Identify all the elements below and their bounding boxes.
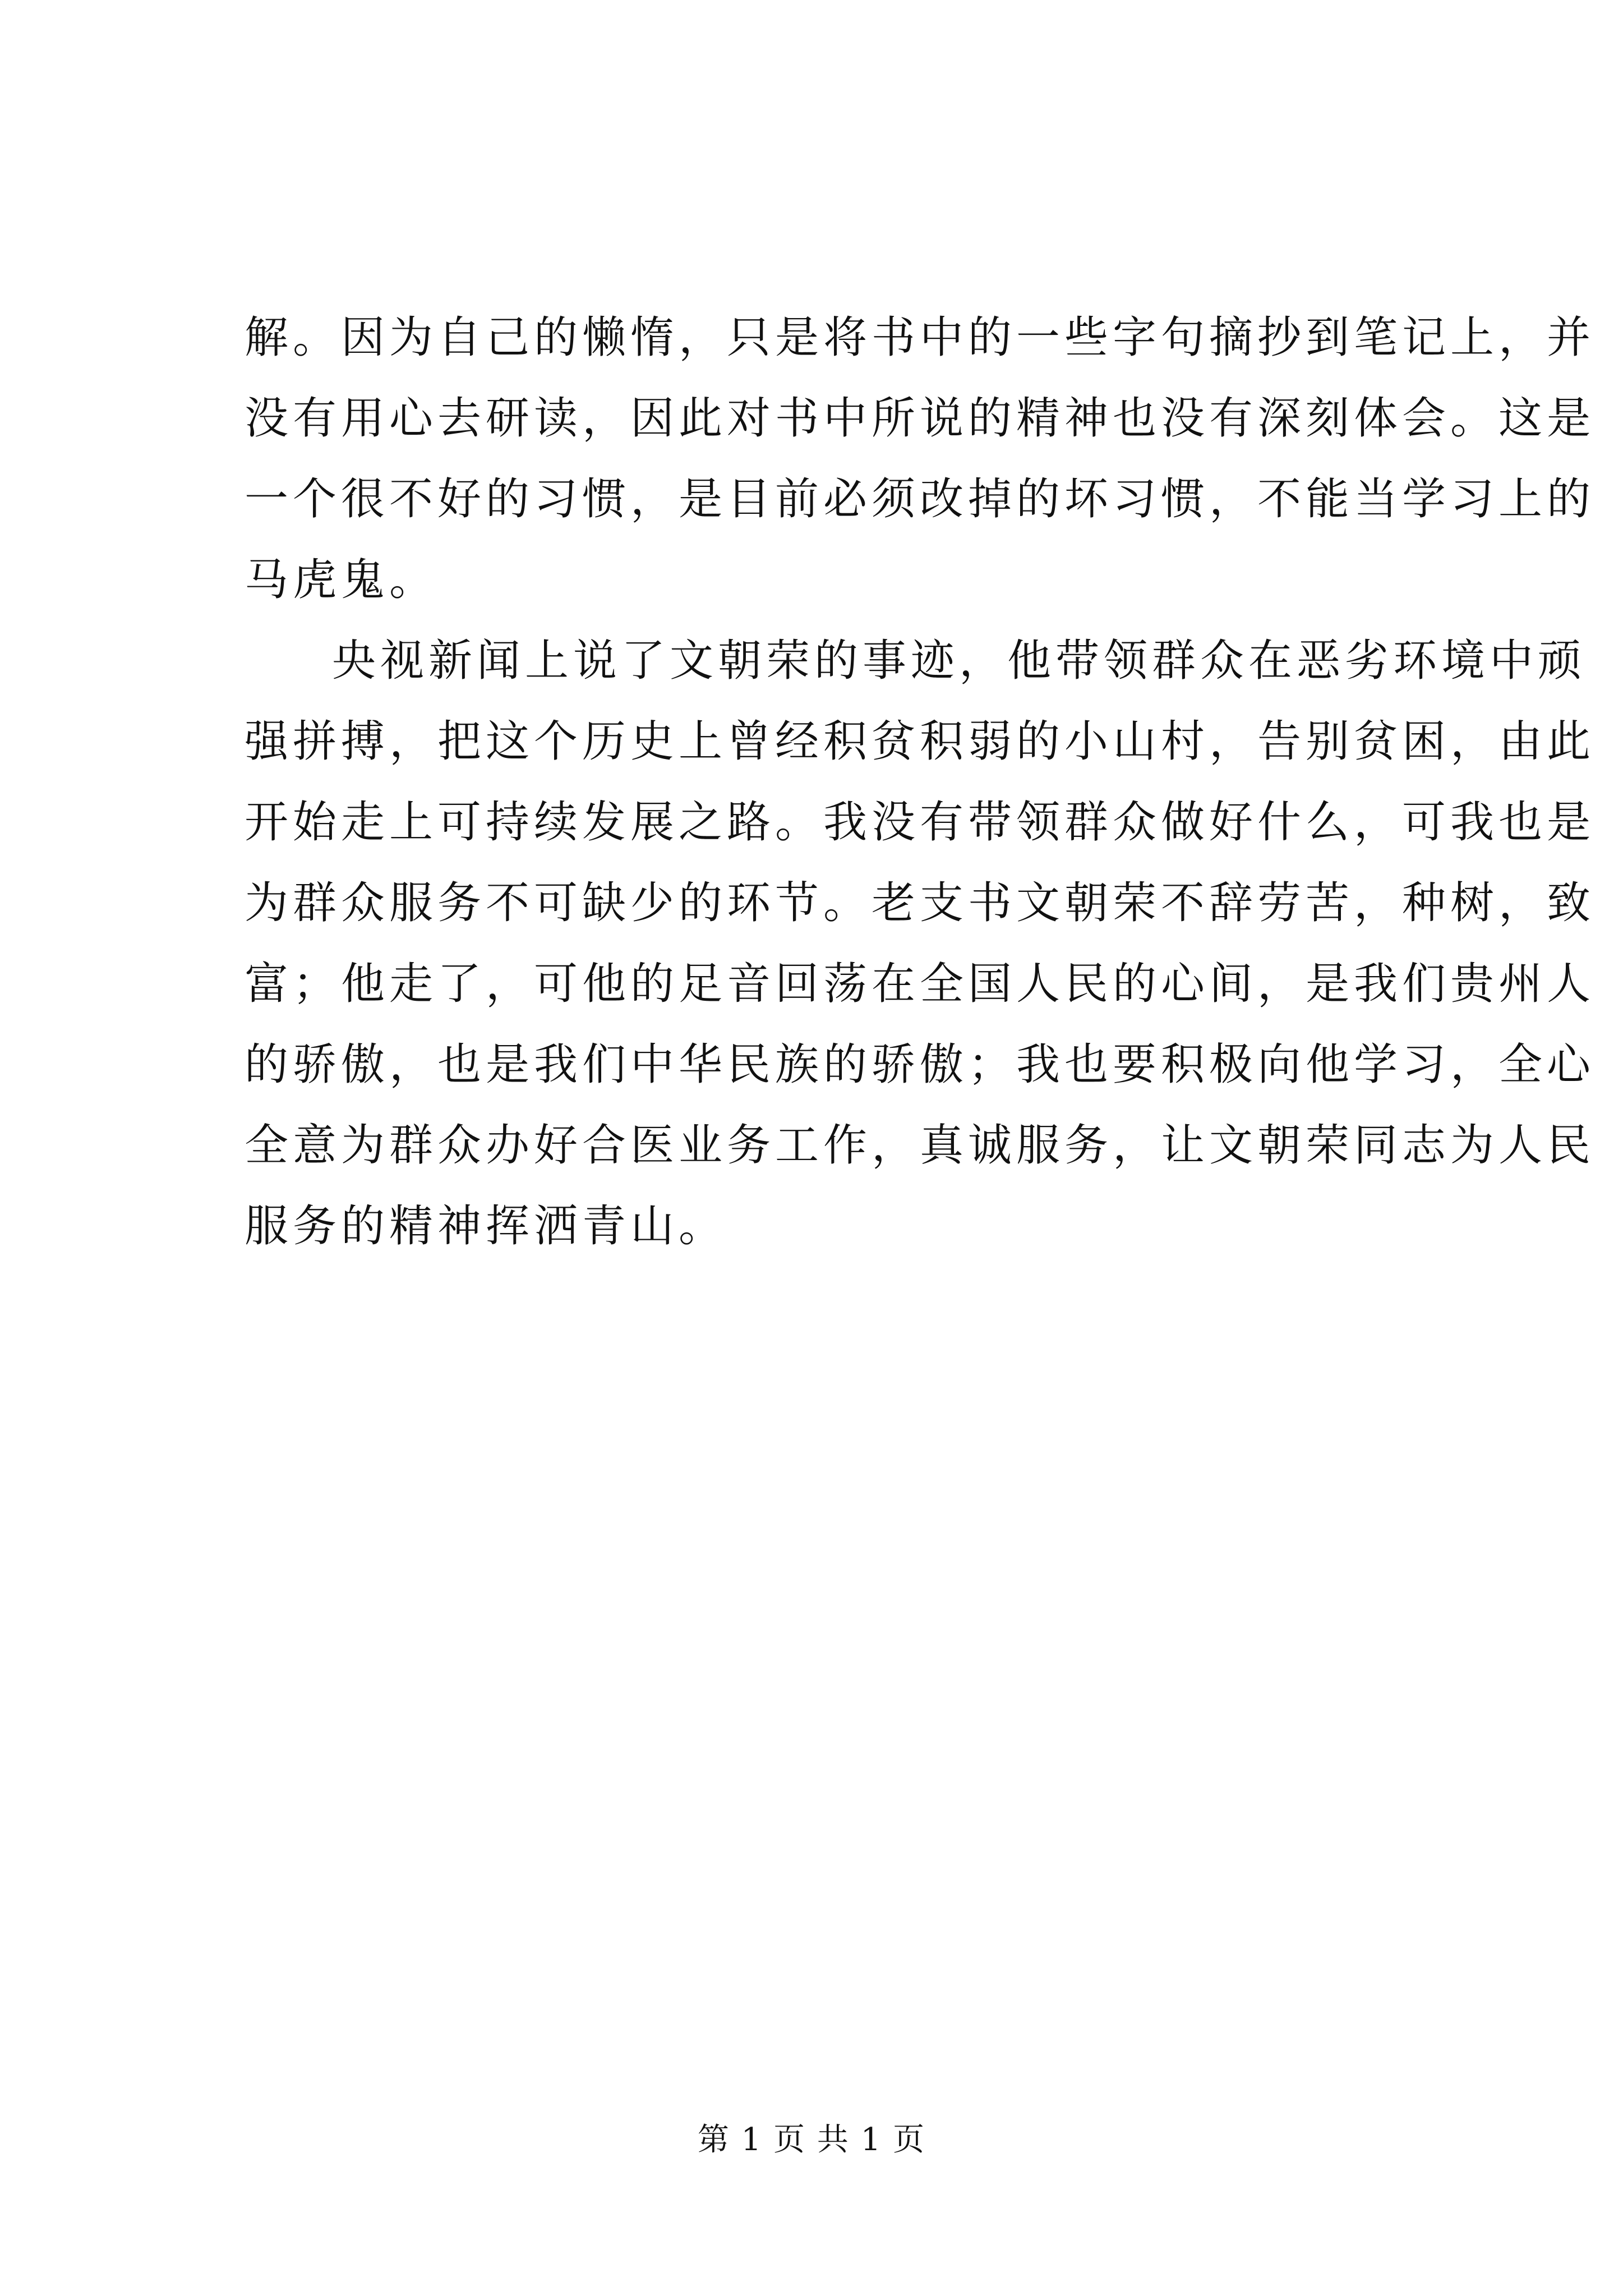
page-number-footer: 第 1 页 共 1 页 xyxy=(697,2122,926,2158)
text-line: 服务的精神挥洒青山。 xyxy=(245,1201,727,1251)
text-line: 马虎鬼。 xyxy=(245,555,438,605)
text-line: 的骄傲，也是我们中华民族的骄傲；我也要积极向他学习，全心 xyxy=(245,1039,1596,1090)
text-line: 没有用心去研读，因此对书中所说的精神也没有深刻体会。这是 xyxy=(245,393,1596,444)
text-line: 开始走上可持续发展之路。我没有带领群众做好什么，可我也是 xyxy=(245,797,1596,848)
paragraph-1 xyxy=(245,297,1596,620)
text-line: 解。因为自己的懒惰，只是将书中的一些字句摘抄到笔记上，并 xyxy=(245,312,1596,363)
text-line: 全意为群众办好合医业务工作，真诚服务，让文朝荣同志为人民 xyxy=(245,1120,1596,1171)
document-body xyxy=(245,297,1596,1267)
paragraph-2 xyxy=(245,620,1596,1267)
text-line: 强拼搏，把这个历史上曾经积贫积弱的小山村，告别贫困，由此 xyxy=(245,716,1596,767)
text-line: 央视新闻上说了文朝荣的事迹，他带领群众在恶劣环境中顽 xyxy=(332,636,1587,686)
text-line: 为群众服务不可缺少的环节。老支书文朝荣不辞劳苦，种树，致 xyxy=(245,878,1596,928)
text-line: 富；他走了，可他的足音回荡在全国人民的心间，是我们贵州人 xyxy=(245,959,1596,1009)
text-line: 一个很不好的习惯，是目前必须改掉的坏习惯，不能当学习上的 xyxy=(245,474,1596,524)
